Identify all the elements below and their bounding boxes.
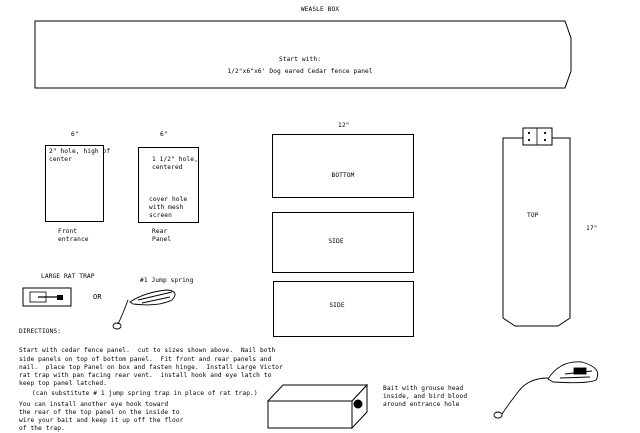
- directions-line: Start with cedar fence panel. cut to sizes shown above. Nail both: [19, 347, 276, 354]
- directions-line: rat trap with pan facing rear vent. install hook and eye latch to: [19, 372, 272, 379]
- directions-heading: DIRECTIONS:: [19, 328, 62, 335]
- bottom-panel-label: BOTTOM: [331, 172, 355, 179]
- panel-material-label: 1/2"x6"x6' Dog eared Cedar fence panel: [227, 68, 373, 75]
- rat-trap-label: LARGE RAT TRAP: [41, 273, 95, 280]
- front-name-1: Front: [58, 228, 78, 235]
- directions-line: nail. place top Panel on box and fasten hinge. Install Large Victor: [19, 364, 283, 371]
- rear-cover-note-1: cover hole: [149, 196, 188, 203]
- top-panel-label: TOP: [527, 212, 539, 219]
- diagram-title: WEASLE BOX: [300, 6, 340, 13]
- rear-hole-note-1: 1 1/2" hole,: [152, 156, 198, 163]
- panel-start-label: Start with:: [278, 56, 322, 63]
- front-width-label: 6": [71, 131, 79, 138]
- hinge-icon: [523, 128, 552, 145]
- bait-note-2: inside, and bird blood: [383, 393, 468, 400]
- side-panel-1-label: SIDE: [328, 238, 344, 245]
- set-trap-with-bait-icon: [494, 362, 598, 418]
- front-hole-note-2: center: [49, 156, 72, 163]
- directions-line: side panels on top of bottom panel. Fit front and rear panels and: [19, 356, 272, 363]
- rear-cover-note-2: with mesh: [149, 204, 184, 211]
- body-width-label: 12": [338, 122, 350, 129]
- directions-line: wire your bait and keep it up off the floor: [19, 417, 184, 424]
- jump-spring-label: #1 Jump spring: [140, 277, 194, 284]
- directions-line: keep top panel latched.: [19, 380, 107, 387]
- rear-name-2: Panel: [152, 236, 172, 243]
- front-name-2: entrance: [58, 236, 89, 243]
- bottom-panel: [272, 134, 414, 198]
- top-panel-length-label: 17": [586, 225, 598, 232]
- directions-substitute-note: (can substitute # 1 jump spring trap in place of rat trap.): [32, 390, 258, 397]
- directions-line: the rear of the top panel on the inside to: [19, 409, 180, 416]
- rat-trap-icon: [23, 288, 71, 306]
- rear-name-1: Rear: [152, 228, 168, 235]
- directions-line: of the trap.: [19, 425, 65, 432]
- side-panel-2-label: SIDE: [329, 302, 345, 309]
- rear-cover-note-3: screen: [149, 212, 172, 219]
- directions-line: You can install another eye hook toward: [19, 401, 169, 408]
- front-hole-note-1: 2" hole, high of: [49, 148, 111, 155]
- rear-hole-note-2: centered: [152, 164, 183, 171]
- fence-panel-outline: [35, 21, 571, 88]
- top-panel-outline: [503, 138, 570, 326]
- bait-note-3: around entrance hole: [383, 401, 460, 408]
- or-label: OR: [93, 293, 102, 301]
- weasel-box-3d-icon: [268, 385, 367, 428]
- bait-note-1: Bait with grouse head: [383, 385, 464, 392]
- rear-width-label: 6": [160, 131, 168, 138]
- jump-spring-trap-icon: [113, 290, 175, 329]
